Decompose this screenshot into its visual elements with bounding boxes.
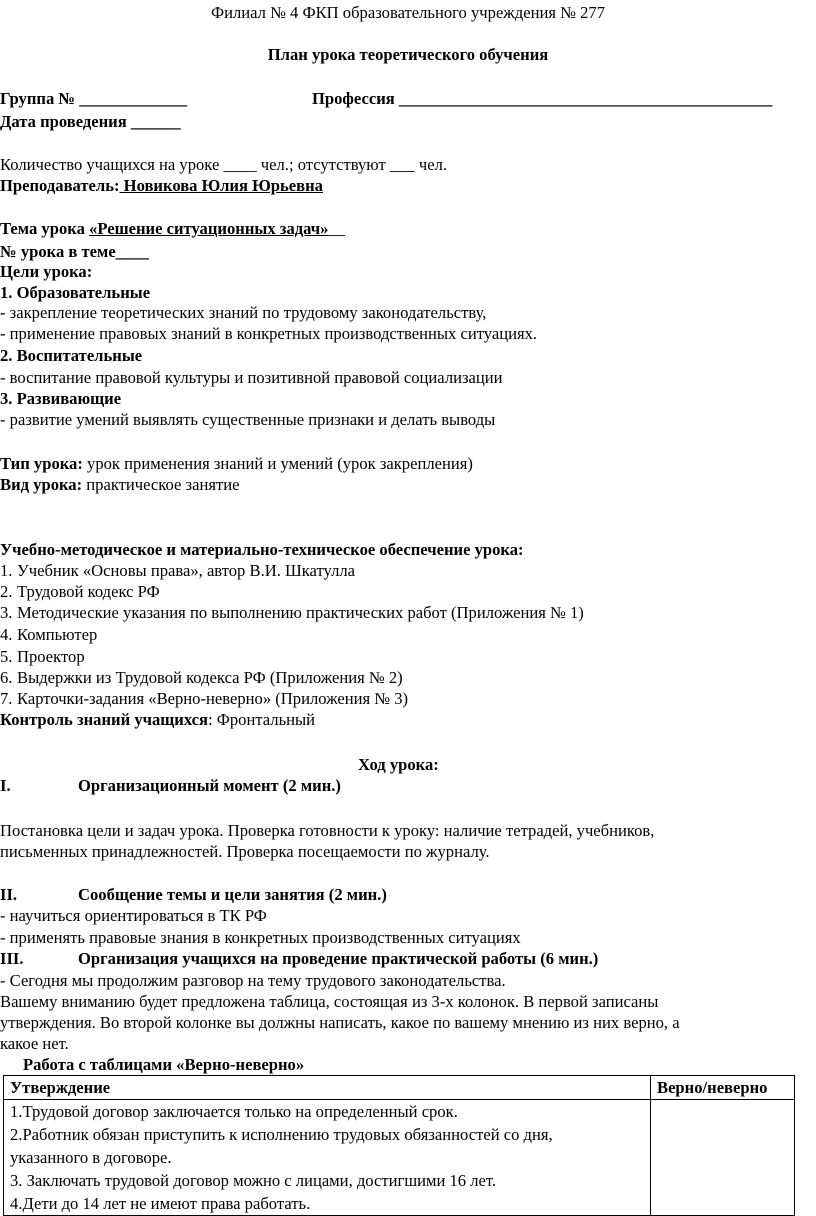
section-text: - научиться ориентироваться в ТК РФ (0, 906, 267, 925)
support-item: 5. Проектор (0, 647, 85, 666)
lesson-number-field: № урока в теме____ (0, 242, 149, 261)
section-heading: III. Организация учащихся на проведение практической работы (6 мин.) (0, 949, 599, 968)
support-heading: Учебно-методическое и материально-техническое обеспечение урока: (0, 540, 524, 559)
lesson-type-line (0, 453, 473, 474)
knowledge-control-line (0, 709, 315, 730)
knowledge-control-label: Контроль знаний учащихся (0, 710, 208, 729)
goal-item: - применение правовых знаний в конкретных производственных ситуациях. (0, 324, 538, 343)
goal-item: - развитие умений выявлять существенные признаки и делать выводы (0, 410, 496, 429)
lesson-type-label: Тип урока: (0, 454, 83, 473)
statement-line: 4.Дети до 14 лет не имеют права работать. (10, 1194, 311, 1213)
goal-item: - воспитание правовой культуры и позитивной правовой социализации (0, 368, 503, 387)
support-item: 6. Выдержки из Трудовой кодекса РФ (Приложения № 2) (0, 668, 403, 687)
lesson-type-value: урок применения знаний и умений (урок закрепления) (82, 454, 473, 473)
support-item: 7. Карточки-задания «Верно-неверно» (Приложения № 3) (0, 689, 409, 708)
teacher-label: Преподаватель: (0, 176, 120, 195)
document-title: План урока теоретического обучения (267, 45, 549, 64)
statements-cell (4, 1100, 651, 1216)
true-false-table (3, 1075, 795, 1216)
section-text: - Сегодня мы продолжим разговор на тему трудового законодательства. (0, 971, 506, 990)
goals-heading: Цели урока: (0, 262, 93, 281)
topic-label: Тема урока (0, 219, 90, 238)
answer-cell[interactable] (651, 1100, 795, 1216)
section-text: утверждения. Во второй колонке вы должны написать, какое по вашему мнению из них верно, а (0, 1013, 680, 1032)
lesson-kind-line (0, 474, 239, 495)
statement-line: 1.Трудовой договор заключается только на определенный срок. (10, 1102, 458, 1121)
statement-line: указанного в договоре. (10, 1148, 172, 1167)
topic-underline: __ (328, 219, 346, 238)
answer-column-header: Верно/неверно (651, 1076, 795, 1100)
table-row (4, 1100, 795, 1216)
section-text: - применять правовые знания в конкретных производственных ситуациях (0, 928, 521, 947)
support-item: 4. Компьютер (0, 625, 98, 644)
developing-goals-heading: 3. Развивающие (0, 389, 122, 408)
section-text: какое нет. (0, 1034, 69, 1053)
educational-goals-heading: 1. Образовательные (0, 283, 151, 302)
date-field: Дата проведения ______ (0, 112, 181, 131)
section-heading: I. Организационный момент (2 мин.) (0, 776, 341, 795)
section-text: Вашему вниманию будет предложена таблица, состоящая из 3-х колонок. В первой записаны (0, 992, 659, 1011)
support-item: 1. Учебник «Основы права», автор В.И. Шкатулла (0, 561, 356, 580)
upbringing-goals-heading: 2. Воспитательные (0, 346, 143, 365)
students-count-line: Количество учащихся на уроке ____ чел.; отсутствуют ___ чел. (0, 155, 448, 174)
profession-field: Профессия _____________________________________________ (312, 89, 773, 108)
institution-name: Филиал № 4 ФКП образовательного учреждения № 277 (210, 3, 605, 22)
teacher-line (0, 175, 323, 196)
goal-item: - закрепление теоретических знаний по трудовому законодательству, (0, 303, 487, 322)
progress-heading: Ход урока: (358, 755, 439, 774)
group-field: Группа № _____________ (0, 89, 188, 108)
support-item: 2. Трудовой кодекс РФ (0, 582, 160, 601)
topic-line (0, 218, 345, 239)
topic-value: «Решение ситуационных задач» (89, 219, 329, 238)
lesson-kind-label: Вид урока: (0, 475, 83, 494)
table-header-row (4, 1076, 795, 1100)
statement-line: 3. Заключать трудовой договор можно с лицами, достигшими 16 лет. (10, 1171, 497, 1190)
section-text: Постановка цели и задач урока. Проверка готовности к уроку: наличие тетрадей, учебников, (0, 821, 655, 840)
section-text: письменных принадлежностей. Проверка посещаемости по журналу. (0, 842, 490, 861)
support-item: 3. Методические указания по выполнению практических работ (Приложения № 1) (0, 603, 584, 622)
statement-column-header: Утверждение (4, 1076, 651, 1100)
section-heading: II. Сообщение темы и цели занятия (2 мин.) (0, 885, 387, 904)
knowledge-control-value: : Фронтальный (208, 710, 316, 729)
statement-line: 2.Работник обязан приступить к исполнению трудовых обязанностей со дня, (10, 1125, 553, 1144)
table-caption: Работа с таблицами «Верно-неверно» (23, 1055, 305, 1074)
lesson-kind-value: практическое занятие (82, 475, 240, 494)
teacher-name: Новикова Юлия Юрьевна (119, 176, 323, 195)
